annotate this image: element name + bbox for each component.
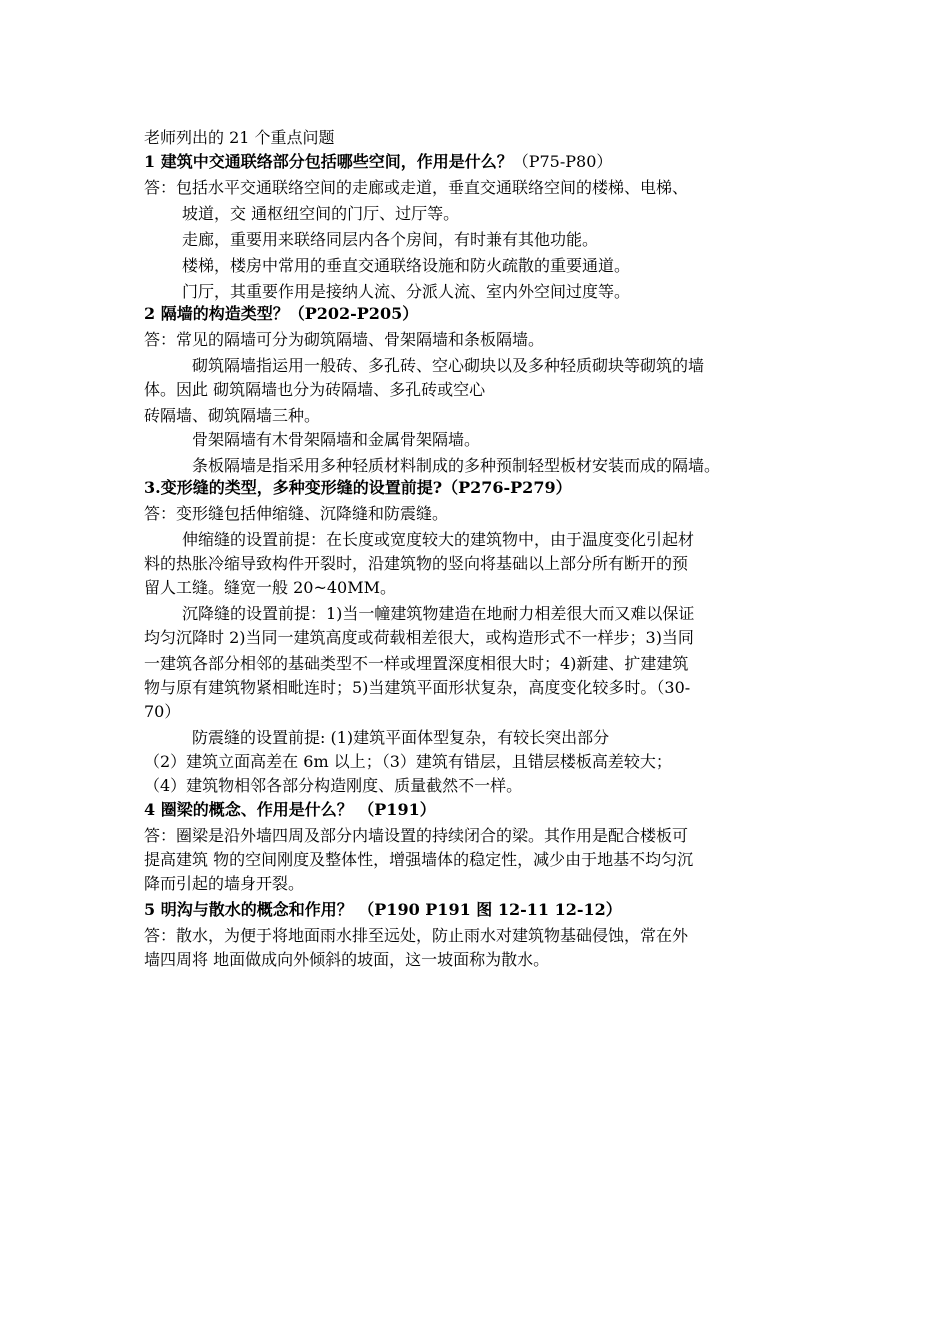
answer-2-masonry-2: 体。因此 砌筑隔墙也分为砖隔墙、多孔砖或空心 — [144, 380, 486, 399]
question-5-heading: 5 明沟与散水的概念和作用？ （P190 P191 图 12-11 12-12） — [144, 900, 622, 919]
answer-3-settlement-1: 沉降缝的设置前提：1)当一幢建筑物建造在地耐力相差很大而又难以保证 — [182, 604, 695, 623]
answer-3-seismic-2: （2）建筑立面高差在 6m 以上；（3）建筑有错层，且错层楼板高差较大； — [144, 752, 672, 771]
question-1-text: 1 建筑中交通联络部分包括哪些空间，作用是什么？ — [144, 152, 513, 171]
question-4-heading: 4 圈梁的概念、作用是什么？ （P191） — [144, 800, 436, 819]
answer-3-seismic-3: （4）建筑物相邻各部分构造刚度、质量截然不一样。 — [144, 776, 523, 795]
answer-1-line-2: 坡道，交 通枢纽空间的门厅、过厅等。 — [182, 204, 460, 223]
answer-2-panel: 条板隔墙是指采用多种轻质材料制成的多种预制轻型板材安装而成的隔墙。 — [192, 456, 721, 475]
answer-3-settlement-2: 均匀沉降时 2)当同一建筑高度或荷载相差很大，或构造形式不一样步；3)当同 — [144, 628, 694, 647]
answer-5-line-2: 墙四周将 地面做成向外倾斜的坡面，这一坡面称为散水。 — [144, 950, 550, 969]
question-1-heading — [144, 150, 612, 174]
answer-3-settlement-3: 一建筑各部分相邻的基础类型不一样或埋置深度相很大时；4)新建、扩建建筑 — [144, 654, 689, 673]
answer-3-settlement-5: 70） — [144, 702, 181, 721]
answer-4-line-2: 提高建筑 物的空间刚度及整体性，增强墙体的稳定性，减少由于地基不均匀沉 — [144, 850, 694, 869]
answer-2-masonry-1: 砌筑隔墙指运用一般砖、多孔砖、空心砌块以及多种轻质砌块等砌筑的墙 — [192, 356, 705, 375]
answer-3-line-1: 答：变形缝包括伸缩缝、沉降缝和防震缝。 — [144, 504, 449, 523]
answer-3-settlement-4: 物与原有建筑物紧相毗连时；5)当建筑平面形状复杂，高度变化较多时。（30- — [144, 678, 691, 697]
answer-2-frame: 骨架隔墙有木骨架隔墙和金属骨架隔墙。 — [192, 430, 481, 449]
answer-4-line-3: 降而引起的墙身开裂。 — [144, 874, 305, 893]
question-2-heading: 2 隔墙的构造类型？（P202-P205） — [144, 304, 419, 323]
page-title: 老师列出的 21 个重点问题 — [144, 128, 335, 147]
answer-1-line-1: 答：包括水平交通联络空间的走廊或走道，垂直交通联络空间的楼梯、电梯、 — [144, 178, 689, 197]
answer-1-lobby: 门厅，其重要作用是接纳人流、分派人流、室内外空间过度等。 — [182, 282, 631, 301]
question-1-page-ref: （P75-P80） — [512, 152, 613, 171]
answer-1-stairs: 楼梯，楼房中常用的垂直交通联络设施和防火疏散的重要通道。 — [182, 256, 631, 275]
question-3-heading: 3.变形缝的类型，多种变形缝的设置前提?（P276-P279） — [144, 478, 572, 497]
answer-3-expansion-1: 伸缩缝的设置前提：在长度或宽度较大的建筑物中，由于温度变化引起材 — [182, 530, 695, 549]
answer-3-expansion-3: 留人工缝。缝宽一般 20~40MM。 — [144, 578, 396, 597]
answer-2-line-1: 答：常见的隔墙可分为砌筑隔墙、骨架隔墙和条板隔墙。 — [144, 330, 545, 349]
answer-1-corridor: 走廊，重要用来联络同层内各个房间，有时兼有其他功能。 — [182, 230, 599, 249]
answer-3-seismic-1: 防震缝的设置前提: (1)建筑平面体型复杂，有较长突出部分 — [192, 728, 610, 747]
answer-3-expansion-2: 料的热胀冷缩导致构件开裂时，沿建筑物的竖向将基础以上部分所有断开的预 — [144, 554, 689, 573]
answer-2-masonry-3: 砖隔墙、砌筑隔墙三种。 — [144, 406, 321, 425]
answer-4-line-1: 答：圈梁是沿外墙四周及部分内墙设置的持续闭合的梁。其作用是配合楼板可 — [144, 826, 689, 845]
answer-5-line-1: 答：散水，为便于将地面雨水排至远处，防止雨水对建筑物基础侵蚀，常在外 — [144, 926, 689, 945]
